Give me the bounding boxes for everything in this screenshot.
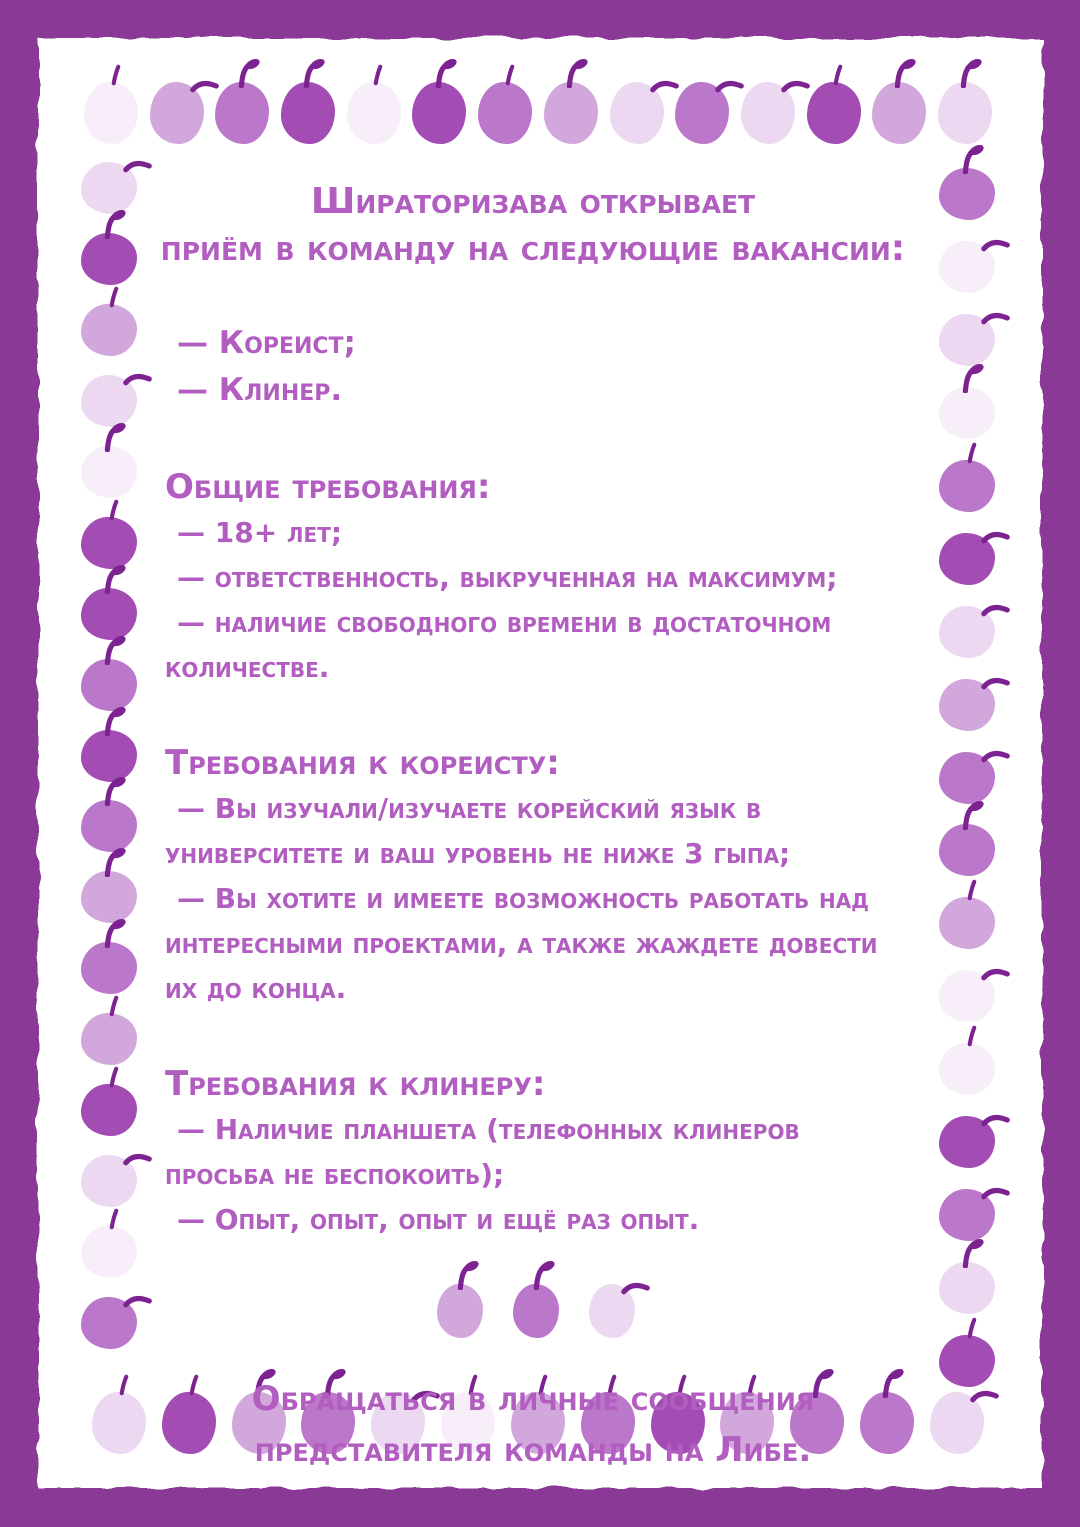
apple-stem-icon [981,747,1011,765]
apple-icon [939,168,995,220]
apple-icon [81,233,137,285]
apple-icon [81,1084,137,1136]
apple-icon [281,82,335,144]
apple-stem-icon [963,1316,981,1340]
apple-icon [347,82,401,144]
apple-icon [81,588,137,640]
apple-stem-icon [98,776,128,806]
apple-icon [513,1284,559,1342]
apple-stem-icon [123,1150,153,1168]
apple-icon [81,730,137,782]
apple-divider [165,1284,907,1342]
apple-stem-icon [560,58,590,88]
apple-icon [939,606,995,658]
apple-icon [939,387,995,439]
apple-stem-icon [621,1279,651,1297]
apple-icon [930,1392,984,1454]
apple-icon [939,1043,995,1095]
apple-stem-icon [105,1207,123,1231]
apple-stem-icon [98,918,128,948]
apple-icon [939,460,995,512]
requirement-item: — Вы изучали/изучаете корейский язык в университете и ваш уровень не ниже 3 гыпа; [165,792,791,870]
poster-title-line-1: Шираторизава открывает [310,181,756,222]
apple-stem-icon [232,58,262,88]
apple-stem-icon [888,58,918,88]
apple-stem-icon [297,58,327,88]
apple-stem-icon [98,564,128,594]
apple-stem-icon [501,63,519,87]
apple-icon [675,82,729,144]
apple-stem-icon [981,309,1011,327]
section-heading: Общие требования: [165,467,491,507]
apple-border-right [938,168,996,1387]
apple-stem-icon [981,601,1011,619]
apple-icon [939,1116,995,1168]
apple-icon [939,533,995,585]
apple-icon [215,82,269,144]
apple-stem-icon [107,63,125,87]
apple-icon [544,82,598,144]
apple-stem-icon [123,370,153,388]
apple-stem-icon [98,706,128,736]
apple-stem-icon [963,441,981,465]
apple-icon [939,970,995,1022]
poster-title-line-2: приём в команду на следующие вакансии: [160,228,906,269]
apple-icon [81,517,137,569]
apple-stem-icon [105,994,123,1018]
apple-icon [589,1284,635,1342]
apple-stem-icon [981,674,1011,692]
apple-stem-icon [190,77,220,95]
requirement-item: — наличие свободного времени в достаточном количестве. [165,606,832,684]
apple-stem-icon [829,63,847,87]
apple-border-left [80,162,138,1349]
apple-icon [81,871,137,923]
apple-icon [81,1297,137,1349]
apple-icon [478,82,532,144]
apple-icon [150,82,204,144]
requirement-item: — 18+ лет; [177,516,343,549]
section-cleaner-requirements [165,1061,907,1242]
poster-content [160,178,907,1476]
apple-icon [81,304,137,356]
apple-icon [92,1392,146,1454]
apple-stem-icon [429,58,459,88]
vacancy-item-cleaner: — Клинер. [177,372,343,408]
apple-stem-icon [956,363,986,393]
section-heading: Требования к кореисту: [165,743,560,783]
vacancy-list [165,320,907,414]
apple-stem-icon [98,635,128,665]
apple-stem-icon [98,422,128,452]
apple-icon [939,314,995,366]
apple-stem-icon [105,285,123,309]
apple-stem-icon [956,800,986,830]
apple-icon [81,942,137,994]
contact-note [153,1374,913,1476]
section-koreist-requirements [165,740,907,1011]
contact-line-1: Обращаться в личные сообщения [251,1379,815,1419]
requirement-item: — Наличие планшета (телефонных клинеров просьба не беспокоить); [165,1113,800,1191]
apple-icon [81,1013,137,1065]
apple-icon [84,82,138,144]
apple-stem-icon [123,157,153,175]
apple-stem-icon [527,1260,557,1290]
apple-stem-icon [98,209,128,239]
apple-icon [437,1284,483,1342]
apple-stem-icon [963,1024,981,1048]
apple-stem-icon [981,965,1011,983]
vacancy-item-koreist: — Кореист; [177,325,356,361]
apple-stem-icon [369,63,387,87]
apple-stem-icon [115,1373,133,1397]
apple-icon [81,162,137,214]
apple-stem-icon [105,498,123,522]
apple-icon [938,82,992,144]
poster-title [153,178,913,272]
apple-icon [939,1335,995,1387]
apple-stem-icon [981,1184,1011,1202]
apple-icon [81,1155,137,1207]
apple-icon [939,897,995,949]
apple-stem-icon [715,77,745,95]
apple-stem-icon [956,1238,986,1268]
requirement-item: — Опыт, опыт, опыт и ещё раз опыт. [177,1203,700,1236]
apple-stem-icon [954,58,984,88]
apple-icon [939,1262,995,1314]
apple-icon [81,1226,137,1278]
apple-icon [81,446,137,498]
apple-icon [81,375,137,427]
section-general-requirements [165,464,907,690]
apple-stem-icon [123,1292,153,1310]
apple-stem-icon [981,1111,1011,1129]
apple-stem-icon [650,77,680,95]
contact-line-2: представителя команды на Либе. [254,1430,812,1470]
apple-stem-icon [981,236,1011,254]
apple-stem-icon [781,77,811,95]
apple-stem-icon [981,528,1011,546]
requirement-item: — ответственность, выкрученная на максимум; [177,561,838,594]
apple-icon [807,82,861,144]
apple-icon [741,82,795,144]
section-heading: Требования к клинеру: [165,1064,546,1104]
apple-icon [939,1189,995,1241]
apple-stem-icon [956,144,986,174]
apple-stem-icon [970,1387,1000,1405]
apple-icon [939,824,995,876]
apple-icon [939,241,995,293]
apple-icon [412,82,466,144]
apple-icon [81,659,137,711]
apple-border-top [84,82,992,146]
apple-icon [939,752,995,804]
apple-stem-icon [98,847,128,877]
apple-icon [81,800,137,852]
apple-icon [939,679,995,731]
apple-stem-icon [451,1260,481,1290]
requirement-item: — Вы хотите и имеете возможность работать над интересными проектами, а также жаждете довести их до конца. [165,882,878,1005]
apple-icon [610,82,664,144]
apple-icon [872,82,926,144]
apple-stem-icon [105,1065,123,1089]
apple-stem-icon [963,878,981,902]
